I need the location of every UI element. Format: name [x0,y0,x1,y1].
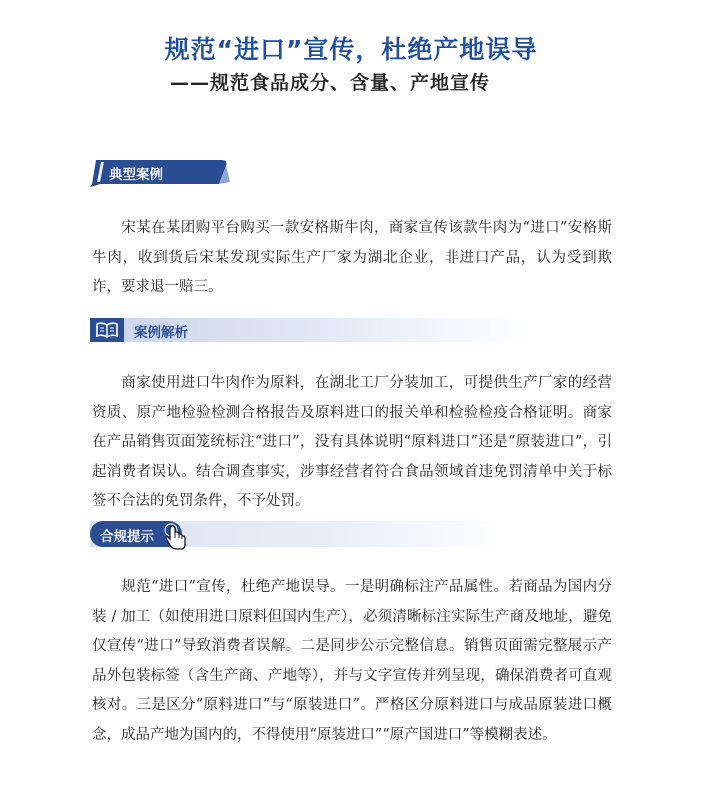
pointing-hand-icon [162,523,188,551]
section-text-typical-case: 宋某在某团购平台购买一款安格斯牛肉，商家宣传该款牛肉为“进口”安格斯牛肉，收到货后宋某发现实际生产厂家为湖北企业，非进口产品，认为受到欺诈，要求退一赔三。 [92,220,612,295]
section-header-typical-case [90,157,230,187]
section-header-case-analysis [90,318,530,342]
page-title: 规范“进口”宣传，杜绝产地误导 [164,35,538,64]
section-header-compliance-tips [90,521,510,547]
section-label: 案例解析 [134,325,188,341]
page-subtitle: ——规范食品成分、含量、产地宣传 [170,72,491,94]
section-text-case-analysis: 商家使用进口牛肉作为原料，在湖北工厂分装加工，可提供生产厂家的经营资质、原产地检验检测合格报告及原料进口的报关单和检验检疫合格证明。商家在产品销售页面笼统标注“进口”，没有具体说明“原料进口”还是“原装进口”，引起消费者误认。结合调查事实，涉事经营者符合食品领域首违免罚清单中关于标签不合法的免罚条件，不予处罚。 [92,375,612,509]
open-book-icon [90,318,124,342]
section-label: 合规提示 [100,529,154,545]
section-text-compliance-tips: 规范“进口”宣传，杜绝产地误导。一是明确标注产品属性。若商品为国内分装 / 加工（如使用进口原料但国内生产），必须清晰标注实际生产商及地址，避免仅宣传“进口”导致消费者误解。二是同步公示完整信息。销售页面需完整展示产品外包装标签（含生产商、产地等），并与文字宣传并列呈现，确保消费者可直观核对。三是区分“原料进口”与“原装进口”。严格区分原料进口与成品原装进口概念，成品产地为国内的，不得使用“原装进口”“原产国进口”等模糊表述。 [92,579,612,743]
section-label: 典型案例 [109,167,163,183]
